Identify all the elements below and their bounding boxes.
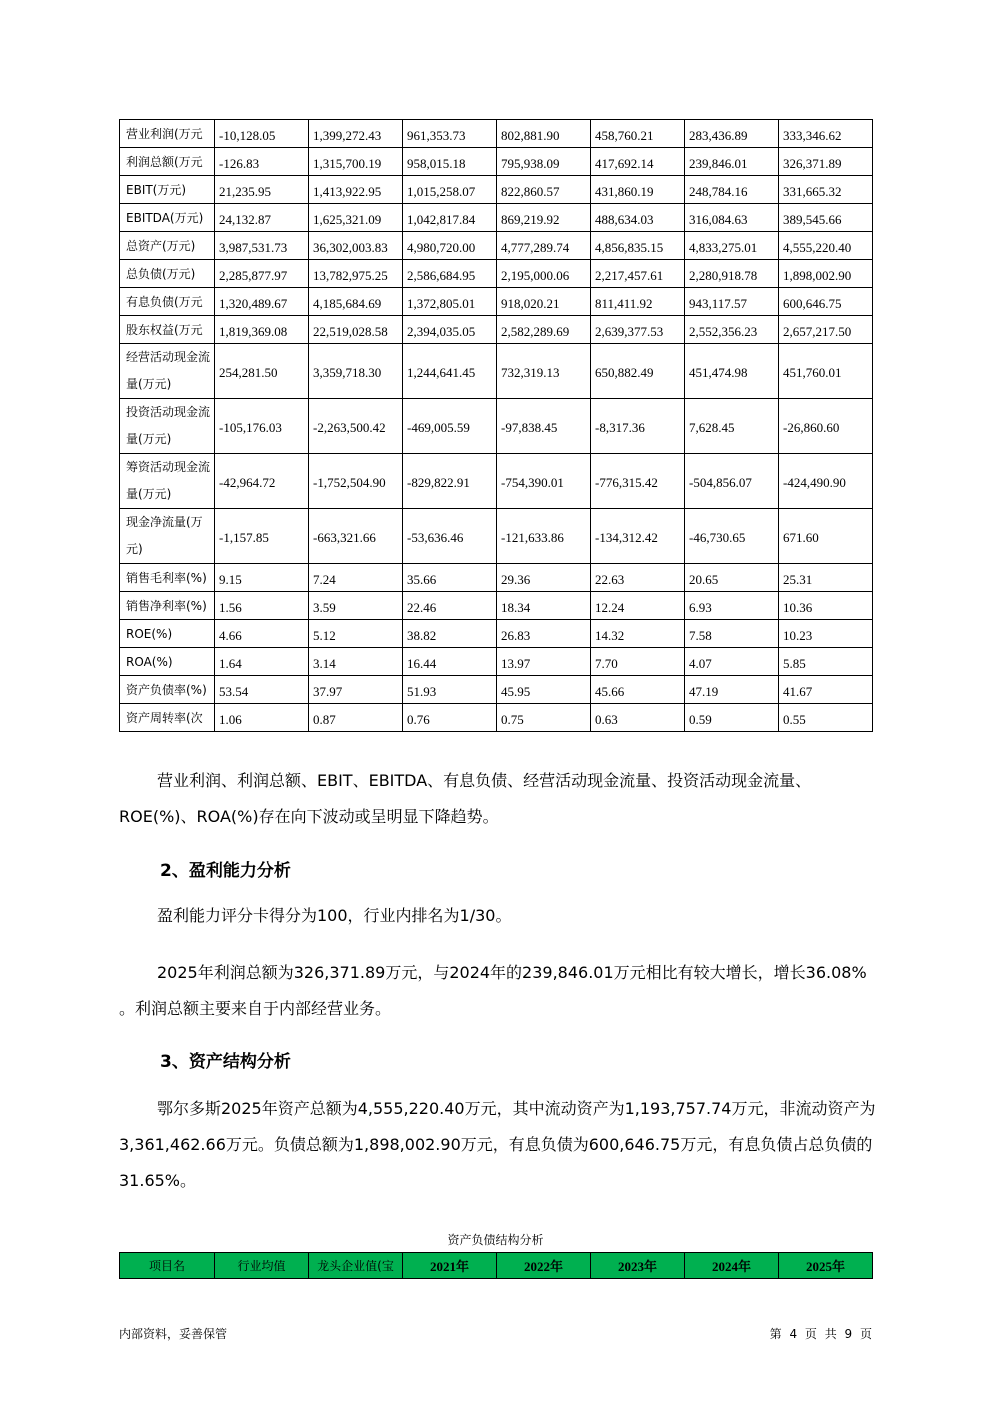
- footer-confidential-note: 内部资料，妥善保管: [119, 1327, 228, 1341]
- table-cell: 958,015.18: [403, 148, 497, 176]
- balance-structure-table: [119, 1252, 873, 1279]
- table-cell: 13.97: [497, 648, 591, 676]
- table-row: [120, 176, 873, 204]
- table-cell: -8,317.36: [591, 399, 685, 454]
- header-cell: 项目名: [120, 1253, 215, 1279]
- row-label: 资产负债率(%): [120, 676, 215, 704]
- table-cell: -504,856.07: [685, 454, 779, 509]
- table-cell: 4,856,835.15: [591, 232, 685, 260]
- table-cell: 45.95: [497, 676, 591, 704]
- table-cell: 53.54: [215, 676, 309, 704]
- table-cell: -134,312.42: [591, 509, 685, 564]
- table-cell: 45.66: [591, 676, 685, 704]
- row-label: ROE(%): [120, 620, 215, 648]
- table-cell: 671.60: [779, 509, 873, 564]
- table-cell: -53,636.46: [403, 509, 497, 564]
- table-cell: 0.76: [403, 704, 497, 732]
- header-cell: 2021年: [403, 1253, 497, 1279]
- table-cell: 333,346.62: [779, 120, 873, 148]
- table-cell: 822,860.57: [497, 176, 591, 204]
- table-cell: 1,413,922.95: [309, 176, 403, 204]
- table-row: [120, 316, 873, 344]
- table-cell: 24,132.87: [215, 204, 309, 232]
- table-cell: 22,519,028.58: [309, 316, 403, 344]
- table-cell: 795,938.09: [497, 148, 591, 176]
- table-cell: 1,315,700.19: [309, 148, 403, 176]
- table-row: [120, 288, 873, 316]
- table-cell: 41.67: [779, 676, 873, 704]
- row-label: EBITDA(万元): [120, 204, 215, 232]
- trend-paragraph: 营业利润、利润总额、EBIT、EBITDA、有息负债、经营活动现金流量、投资活动现金流量、ROE(%)、ROA(%)存在向下波动或呈明显下降趋势。: [119, 771, 812, 826]
- table-row: [120, 120, 873, 148]
- table-cell: 3.59: [309, 592, 403, 620]
- table-row: [120, 509, 873, 564]
- table-cell: 1,042,817.84: [403, 204, 497, 232]
- table-cell: 4,555,220.40: [779, 232, 873, 260]
- table-cell: 51.93: [403, 676, 497, 704]
- table-cell: 239,846.01: [685, 148, 779, 176]
- table-cell: 2,657,217.50: [779, 316, 873, 344]
- table-cell: 0.87: [309, 704, 403, 732]
- table-cell: 7.24: [309, 564, 403, 592]
- balance-table-header-row: [120, 1253, 873, 1279]
- table-cell: 4.66: [215, 620, 309, 648]
- header-cell: 行业均值: [215, 1253, 309, 1279]
- table-cell: -26,860.60: [779, 399, 873, 454]
- row-label: 筹资活动现金流量(万元): [120, 454, 215, 509]
- table-cell: 16.44: [403, 648, 497, 676]
- table-cell: 2,280,918.78: [685, 260, 779, 288]
- table-row: [120, 344, 873, 399]
- table-cell: -105,176.03: [215, 399, 309, 454]
- table-cell: -10,128.05: [215, 120, 309, 148]
- table-cell: 943,117.57: [685, 288, 779, 316]
- table-cell: 451,760.01: [779, 344, 873, 399]
- table-cell: -469,005.59: [403, 399, 497, 454]
- table-cell: 37.97: [309, 676, 403, 704]
- table-cell: 1,244,641.45: [403, 344, 497, 399]
- table-cell: 961,353.73: [403, 120, 497, 148]
- table-cell: 2,195,000.06: [497, 260, 591, 288]
- table-cell: 451,474.98: [685, 344, 779, 399]
- table-cell: 1,372,805.01: [403, 288, 497, 316]
- table-cell: 1,898,002.90: [779, 260, 873, 288]
- row-label: 投资活动现金流量(万元): [120, 399, 215, 454]
- table-cell: 1.06: [215, 704, 309, 732]
- table-cell: -1,752,504.90: [309, 454, 403, 509]
- table-cell: -1,157.85: [215, 509, 309, 564]
- table-row: [120, 564, 873, 592]
- table-cell: 6.93: [685, 592, 779, 620]
- table-row: [120, 704, 873, 732]
- table-cell: -754,390.01: [497, 454, 591, 509]
- table-row: [120, 620, 873, 648]
- table-cell: 3,359,718.30: [309, 344, 403, 399]
- table-cell: 1,015,258.07: [403, 176, 497, 204]
- row-label: 利润总额(万元: [120, 148, 215, 176]
- table-cell: 3,987,531.73: [215, 232, 309, 260]
- table-cell: -829,822.91: [403, 454, 497, 509]
- table-cell: 20.65: [685, 564, 779, 592]
- row-label: ROA(%): [120, 648, 215, 676]
- section-heading-profitability: 2、盈利能力分析: [160, 861, 291, 881]
- balance-table-caption: 资产负债结构分析: [447, 1233, 544, 1247]
- header-cell: 2022年: [497, 1253, 591, 1279]
- row-label: 股东权益(万元: [120, 316, 215, 344]
- table-cell: 10.23: [779, 620, 873, 648]
- table-cell: 918,020.21: [497, 288, 591, 316]
- table-cell: -424,490.90: [779, 454, 873, 509]
- table-cell: 22.46: [403, 592, 497, 620]
- profit-growth-text-line1: 2025年利润总额为326,371.89万元，与2024年的239,846.01万元相比有较大增长，增长36.08%: [157, 963, 867, 982]
- row-label: 营业利润(万元: [120, 120, 215, 148]
- table-cell: 802,881.90: [497, 120, 591, 148]
- table-cell: 2,394,035.05: [403, 316, 497, 344]
- table-row: [120, 399, 873, 454]
- table-cell: 7.58: [685, 620, 779, 648]
- financial-indicators-table: [119, 119, 873, 732]
- table-cell: -2,263,500.42: [309, 399, 403, 454]
- table-cell: 3.14: [309, 648, 403, 676]
- table-cell: 0.63: [591, 704, 685, 732]
- asset-structure-text: 鄂尔多斯2025年资产总额为4,555,220.40万元，其中流动资产为1,193,757.74万元，非流动资产为3,361,462.66万元。负债总额为1,898,002.90万元，有息负债为600,646.75万元，有息负债占总负债的31.65%。: [119, 1099, 876, 1190]
- profitability-score-text: 盈利能力评分卡得分为100，行业内排名为1/30。: [157, 906, 512, 925]
- table-cell: 4,833,275.01: [685, 232, 779, 260]
- table-cell: 2,582,289.69: [497, 316, 591, 344]
- table-cell: -42,964.72: [215, 454, 309, 509]
- table-cell: 0.75: [497, 704, 591, 732]
- table-row: [120, 592, 873, 620]
- table-cell: 650,882.49: [591, 344, 685, 399]
- profit-growth-text-line2: 。利润总额主要来自于内部经营业务。: [119, 999, 392, 1018]
- table-cell: 5.85: [779, 648, 873, 676]
- table-cell: 326,371.89: [779, 148, 873, 176]
- table-cell: -46,730.65: [685, 509, 779, 564]
- table-cell: 18.34: [497, 592, 591, 620]
- table-row: [120, 676, 873, 704]
- table-cell: 283,436.89: [685, 120, 779, 148]
- table-cell: 732,319.13: [497, 344, 591, 399]
- table-cell: 21,235.95: [215, 176, 309, 204]
- table-cell: 869,219.92: [497, 204, 591, 232]
- table-cell: 0.55: [779, 704, 873, 732]
- table-cell: 12.24: [591, 592, 685, 620]
- table-cell: 248,784.16: [685, 176, 779, 204]
- table-row: [120, 148, 873, 176]
- header-cell: 龙头企业值(宝: [309, 1253, 403, 1279]
- table-row: [120, 648, 873, 676]
- header-cell: 2024年: [685, 1253, 779, 1279]
- table-cell: 22.63: [591, 564, 685, 592]
- row-label: 资产周转率(次: [120, 704, 215, 732]
- row-label: 总负债(万元): [120, 260, 215, 288]
- row-label: EBIT(万元): [120, 176, 215, 204]
- table-cell: 29.36: [497, 564, 591, 592]
- footer-page-number: 第 4 页 共 9 页: [769, 1327, 872, 1341]
- table-cell: -126.83: [215, 148, 309, 176]
- table-cell: 7,628.45: [685, 399, 779, 454]
- table-cell: 35.66: [403, 564, 497, 592]
- table-cell: 2,217,457.61: [591, 260, 685, 288]
- table-cell: 316,084.63: [685, 204, 779, 232]
- table-cell: 4.07: [685, 648, 779, 676]
- table-cell: 25.31: [779, 564, 873, 592]
- table-cell: 26.83: [497, 620, 591, 648]
- table-cell: 10.36: [779, 592, 873, 620]
- table-cell: 4,980,720.00: [403, 232, 497, 260]
- table-cell: 1,320,489.67: [215, 288, 309, 316]
- table-cell: 417,692.14: [591, 148, 685, 176]
- table-cell: 0.59: [685, 704, 779, 732]
- table-cell: 2,552,356.23: [685, 316, 779, 344]
- table-cell: 811,411.92: [591, 288, 685, 316]
- table-cell: -97,838.45: [497, 399, 591, 454]
- table-cell: 2,285,877.97: [215, 260, 309, 288]
- row-label: 销售净利率(%): [120, 592, 215, 620]
- row-label: 有息负债(万元: [120, 288, 215, 316]
- table-cell: -121,633.86: [497, 509, 591, 564]
- table-cell: 254,281.50: [215, 344, 309, 399]
- table-cell: 5.12: [309, 620, 403, 648]
- table-cell: 600,646.75: [779, 288, 873, 316]
- table-cell: 1,625,321.09: [309, 204, 403, 232]
- header-cell: 2025年: [779, 1253, 873, 1279]
- table-cell: -663,321.66: [309, 509, 403, 564]
- table-row: [120, 454, 873, 509]
- table-cell: 13,782,975.25: [309, 260, 403, 288]
- table-cell: 2,586,684.95: [403, 260, 497, 288]
- table-cell: 4,777,289.74: [497, 232, 591, 260]
- table-cell: 7.70: [591, 648, 685, 676]
- header-cell: 2023年: [591, 1253, 685, 1279]
- table-row: [120, 204, 873, 232]
- table-cell: 36,302,003.83: [309, 232, 403, 260]
- table-cell: 14.32: [591, 620, 685, 648]
- table-cell: 47.19: [685, 676, 779, 704]
- table-cell: 9.15: [215, 564, 309, 592]
- table-cell: 458,760.21: [591, 120, 685, 148]
- table-row: [120, 232, 873, 260]
- row-label: 总资产(万元): [120, 232, 215, 260]
- row-label: 现金净流量(万元): [120, 509, 215, 564]
- table-cell: 38.82: [403, 620, 497, 648]
- table-cell: 2,639,377.53: [591, 316, 685, 344]
- table-cell: 331,665.32: [779, 176, 873, 204]
- table-cell: 488,634.03: [591, 204, 685, 232]
- table-cell: 1.56: [215, 592, 309, 620]
- row-label: 销售毛利率(%): [120, 564, 215, 592]
- row-label: 经营活动现金流量(万元): [120, 344, 215, 399]
- table-cell: -776,315.42: [591, 454, 685, 509]
- table-cell: 431,860.19: [591, 176, 685, 204]
- table-row: [120, 260, 873, 288]
- section-heading-asset-structure: 3、资产结构分析: [160, 1052, 291, 1072]
- table-cell: 389,545.66: [779, 204, 873, 232]
- table-cell: 1.64: [215, 648, 309, 676]
- table-cell: 1,819,369.08: [215, 316, 309, 344]
- table-cell: 1,399,272.43: [309, 120, 403, 148]
- table-cell: 4,185,684.69: [309, 288, 403, 316]
